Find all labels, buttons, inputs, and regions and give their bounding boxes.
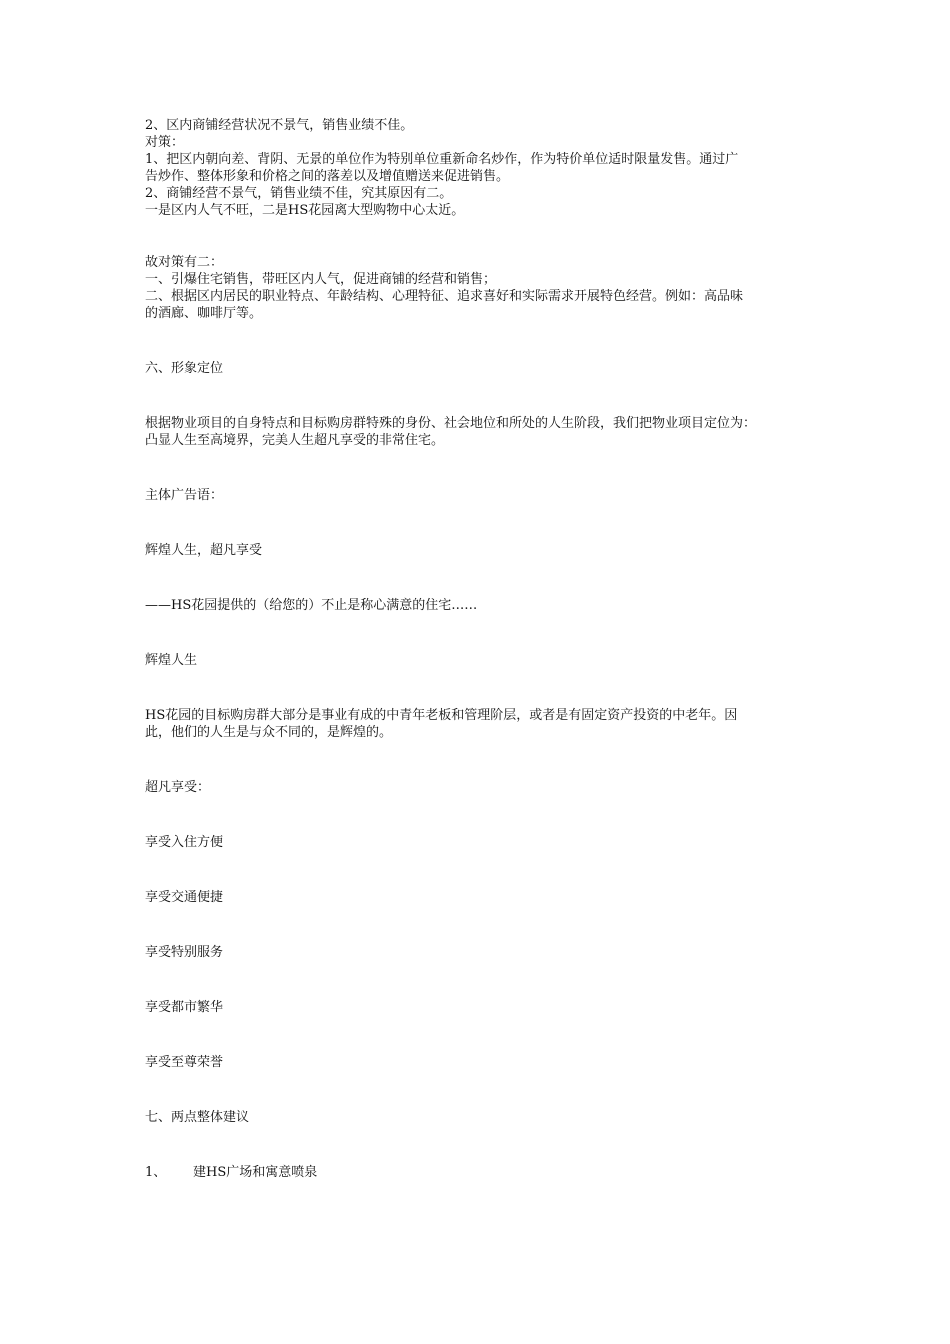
text-line: 的酒廊、咖啡厅等。 bbox=[145, 306, 263, 321]
text-line: 凸显人生至高境界，完美人生超凡享受的非常住宅。 bbox=[145, 433, 445, 448]
text-line: 告炒作、整体形象和价格之间的落差以及增值赠送来促进销售。 bbox=[145, 169, 510, 184]
subheading-extraordinary-enjoyment: 超凡享受： bbox=[145, 780, 211, 795]
enjoy-item: 享受都市繁华 bbox=[145, 1000, 224, 1015]
enjoy-item: 享受至尊荣誉 bbox=[145, 1055, 224, 1070]
text-line: 对策： bbox=[145, 135, 185, 150]
text-line: 一是区内人气不旺，二是HS花园离大型购物中心太近。 bbox=[145, 203, 465, 218]
slogan-subline: ——HS花园提供的（给您的）不止是称心满意的住宅…… bbox=[145, 598, 478, 613]
text-line: 根据物业项目的自身特点和目标购房群特殊的身份、社会地位和所处的人生阶段，我们把物业项目定位为： bbox=[145, 416, 757, 431]
slogan-label: 主体广告语： bbox=[145, 488, 224, 503]
suggestion-number: 1、 bbox=[145, 1165, 167, 1180]
section-heading-image-positioning: 六、形象定位 bbox=[145, 361, 224, 376]
text-line: 二、根据区内居民的职业特点、年龄结构、心理特征、追求喜好和实际需求开展特色经营。例如：高品味 bbox=[145, 289, 744, 304]
enjoy-item: 享受交通便捷 bbox=[145, 890, 224, 905]
text-line: 此，他们的人生是与众不同的，是辉煌的。 bbox=[145, 725, 393, 740]
slogan: 辉煌人生，超凡享受 bbox=[145, 543, 263, 558]
brilliant-life-paragraph bbox=[145, 707, 820, 741]
text-line: 1、把区内朝向差、背阴、无景的单位作为特别单位重新命名炒作，作为特价单位适时限量发售。通过广 bbox=[145, 152, 739, 167]
text-line: 一、引爆住宅销售，带旺区内人气，促进商铺的经营和销售； bbox=[145, 272, 497, 287]
section-heading-overall-suggestions: 七、两点整体建议 bbox=[145, 1110, 250, 1125]
text-line: 2、区内商铺经营状况不景气，销售业绩不佳。 bbox=[145, 118, 414, 133]
text-line: HS花园的目标购房群大部分是事业有成的中青年老板和管理阶层，或者是有固定资产投资的中老年。因 bbox=[145, 708, 738, 723]
positioning-paragraph bbox=[145, 415, 820, 449]
text-line: 故对策有二： bbox=[145, 255, 224, 270]
countermeasure-two-block bbox=[145, 254, 820, 322]
countermeasure-block bbox=[145, 117, 820, 219]
enjoy-item: 享受特别服务 bbox=[145, 945, 224, 960]
subheading-brilliant-life: 辉煌人生 bbox=[145, 653, 198, 668]
suggestion-text: 建HS广场和寓意喷泉 bbox=[193, 1165, 318, 1180]
enjoy-item: 享受入住方便 bbox=[145, 835, 224, 850]
suggestion-item bbox=[145, 1164, 820, 1181]
text-line: 2、商铺经营不景气，销售业绩不佳，究其原因有二。 bbox=[145, 186, 453, 201]
document-page bbox=[145, 117, 820, 1181]
